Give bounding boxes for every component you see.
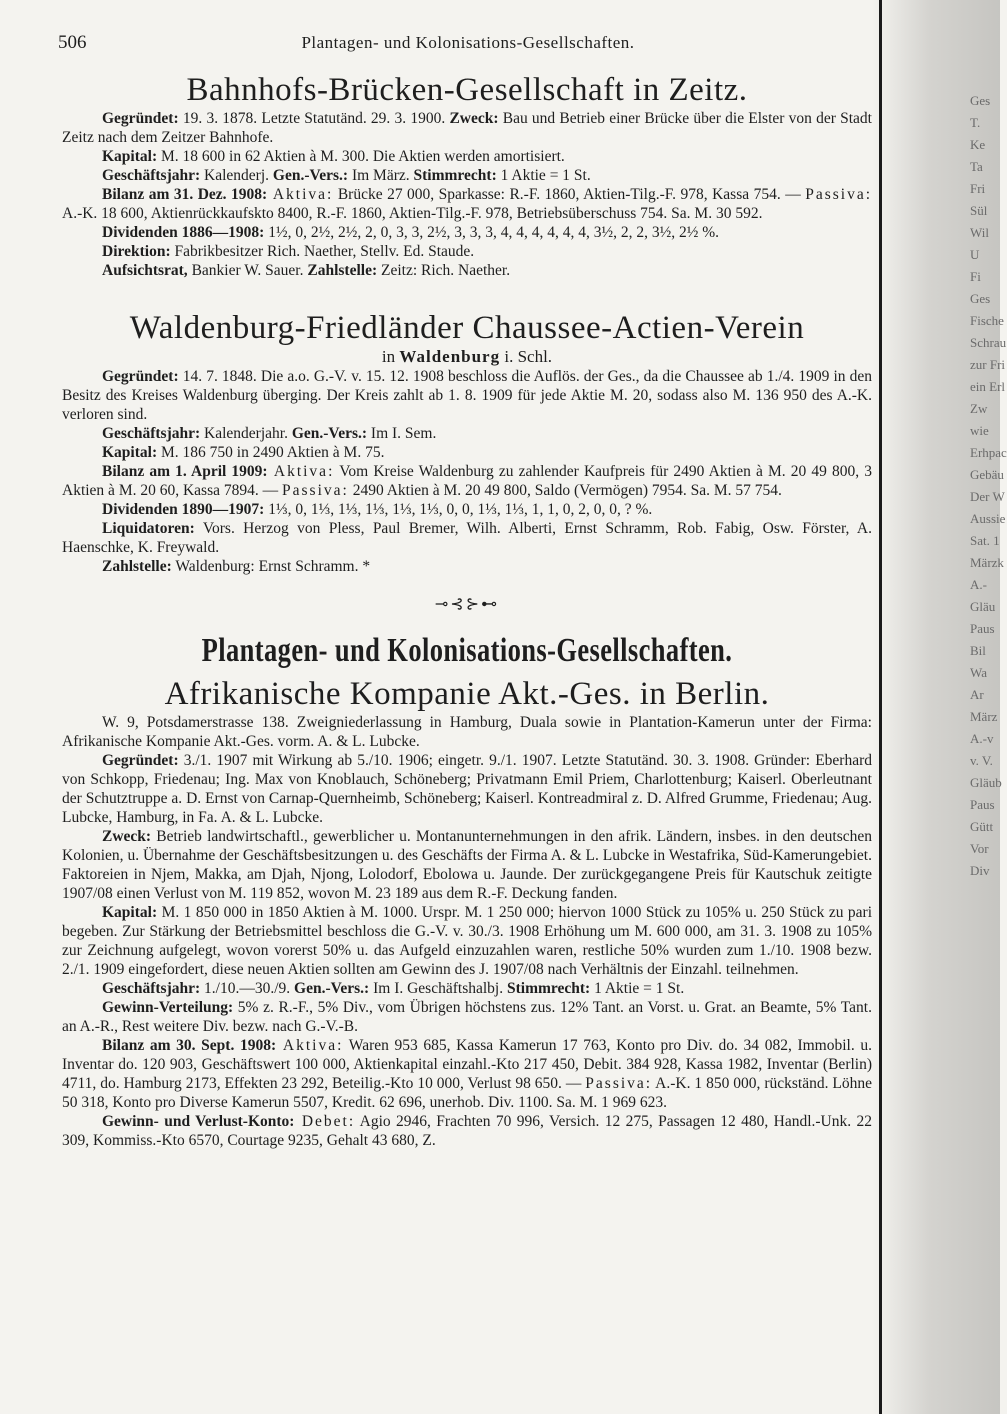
field-label: Gegründet: <box>102 110 179 127</box>
running-title: Plantagen- und Kolonisations-Gesellschaften. <box>301 33 635 52</box>
field-text: Im I. Geschäftshalbj. <box>369 980 507 997</box>
next-page-fragment: A.- <box>970 577 987 592</box>
field-label: Gegründet: <box>102 752 179 769</box>
field-text: Bau und Betrieb einer Brücke über die Elster von der Stadt Zeitz nach dem Zeitzer Bahnhofe. <box>62 110 872 146</box>
next-page-fragment: Ta <box>970 159 983 174</box>
next-page-fragment: Gläu <box>970 599 996 614</box>
entry-title: Afrikanische Kompanie Akt.-Ges. in Berlin. <box>164 676 770 712</box>
field-text: Vors. Herzog von Pless, Paul Bremer, Wilh. Alberti, Ernst Schramm, Rob. Fabig, Osw. Förster, A. Haenschke, K. Freywald. <box>62 520 872 556</box>
entry-paragraph <box>62 751 872 827</box>
entry-paragraph <box>62 147 872 166</box>
field-text: Kalenderj. <box>200 167 273 184</box>
entry-paragraph <box>62 500 872 519</box>
entry-title: Waldenburg-Friedländer Chaussee-Actien-Verein <box>129 310 805 346</box>
entry-afrikanische-kompanie <box>62 676 872 1150</box>
spaced-label: Aktiva: <box>276 1037 344 1054</box>
next-page-fragment: Ges <box>970 291 991 306</box>
field-label: Liquidatoren: <box>102 520 195 537</box>
entry-paragraph <box>62 1036 872 1112</box>
field-label: Bilanz am 1. April 1909: <box>102 463 268 480</box>
next-page-fragment: A.-v <box>970 731 994 746</box>
field-text: Fabrikbesitzer Rich. Naether, Stellv. Ed. Staude. <box>170 243 475 260</box>
entry-paragraph <box>62 998 872 1036</box>
field-text: 2490 Aktien à M. 20 49 800, Saldo (Vermögen) 7954. Sa. M. 57 754. <box>348 482 782 499</box>
field-text: Zeitz: Rich. Naether. <box>377 262 511 279</box>
next-page-fragment: Gebäu <box>970 467 1004 482</box>
next-page-fragment: Fri <box>970 181 986 196</box>
page-content <box>62 72 872 1150</box>
spaced-label: Aktiva: <box>267 186 334 203</box>
field-label: Geschäftsjahr: <box>102 167 201 184</box>
field-text: 1 Aktie = 1 St. <box>496 167 591 184</box>
field-text: A.-K. 18 600, Aktienrückkaufskto 8400, R.-F. 1860, Aktien-Tilg.-F. 978, Betriebsüberschuss 754. Sa. M. 30 592. <box>62 205 763 222</box>
next-page-fragment: Fi <box>970 269 981 284</box>
field-text: Betrieb landwirtschaftl., gewerblicher u. Montanunternehmungen in den afrik. Ländern, insbes. in den deutschen Kolonien, u. Übernahme der Geschäftsbesitzungen u. des Geschäfts der Firma A. & L. Lubcke in Westafrika, Süd-Kamerungebiet. Faktoreien in Njem, Makka, am Djah, Njong, Lolodorf, Ebolowa u. Jaunde. Der zurückgegangene Preis für Kautschuk zeitigte 1907/08 einen Verlust von M. 119 852, wovon M. 23 189 aus dem R.-F. Deckung fanden. <box>62 828 872 902</box>
ornament-divider: ⊸⊰⊱⊷ <box>434 596 500 613</box>
next-page-fragment: v. V. <box>970 753 993 768</box>
spaced-label: Passiva: <box>585 1075 653 1092</box>
field-label: Gegründet: <box>102 368 179 385</box>
entry-body <box>62 713 872 1150</box>
next-page-fragment: Schrau <box>970 335 1007 350</box>
next-page-fragment: Paus <box>970 621 995 636</box>
field-text: Kalenderjahr. <box>200 425 292 442</box>
field-label: Stimmrecht: <box>506 980 591 997</box>
field-label: Kapital: <box>102 148 158 165</box>
field-text: Waren 953 685, Kassa Kamerun 17 763, Konto pro Div. do. 34 082, Immobil. u. Inventar do. 120 903, Geschäftswert 100 000, Aktienkapital einzahl.-Kto 217 450, Debit. 384 928, Kassa 1982, Inventar (Berlin) 4711, do. Hamburg 2173, Effekten 23 292, Beteilig.-Kto 10 000, Verlust 98 650. — <box>62 1037 873 1092</box>
entry-paragraph <box>62 185 872 223</box>
entry-paragraph <box>62 903 872 979</box>
field-text: Waldenburg: Ernst Schramm. * <box>171 558 371 575</box>
field-text: M. 18 600 in 62 Aktien à M. 300. Die Aktien werden amortisiert. <box>157 148 565 165</box>
next-page-fragment: ein Erl <box>970 379 1006 394</box>
field-label: Stimmrecht: <box>413 167 497 184</box>
field-label: Zweck: <box>449 110 499 127</box>
entry-body <box>62 367 872 576</box>
entry-paragraph <box>62 367 872 424</box>
field-label: Aufsichtsrat, <box>102 262 188 279</box>
field-text: A.-K. 1 850 000, rückständ. Löhne 50 318, Konto pro Diverse Kamerun 5507, Kredit. 62 696, unerhob. Div. 1100. Sa. M. 1 969 623. <box>62 1075 872 1111</box>
field-text: Bankier W. Sauer. <box>187 262 308 279</box>
field-text: 1./10.—30./9. <box>200 980 295 997</box>
field-label: Direktion: <box>102 243 171 260</box>
field-text: 19. 3. 1878. Letzte Statutänd. 29. 3. 1900. <box>178 110 450 127</box>
next-page-fragment: Sat. 1 <box>970 533 1000 548</box>
entry-paragraph <box>62 462 872 500</box>
next-page-fragment: Märzk <box>970 555 1004 570</box>
entry-paragraph <box>62 979 872 998</box>
field-label: Gewinn- und Verlust-Konto: <box>102 1113 295 1130</box>
field-text: 5% z. R.-F., 5% Div., vom Übrigen höchstens zus. 12% Tant. an Vorst. u. Grat. an Beamte, 5% Tant. an A.-R., Rest weitere Div. bezw. nach G.-V.-B. <box>62 999 872 1035</box>
next-page-fragment: Ke <box>970 137 986 152</box>
page-number: 506 <box>58 32 87 53</box>
next-page-fragment: wie <box>970 423 989 438</box>
field-text: 14. 7. 1848. Die a.o. G.-V. v. 15. 12. 1908 beschloss die Auflös. der Ges., da die Chaussee ab 1./4. 1909 in den Besitz des Kreises Waldenburg überging. Der Kreis zahlt ab 1. 8. 1909 für jede Aktie M. 20, sodass also M. 136 950 des A.-K. verloren sind. <box>62 368 872 423</box>
next-page-fragment: Wa <box>970 665 987 680</box>
gutter-line <box>879 0 882 1414</box>
entry-title: Bahnhofs-Brücken-Gesellschaft in Zeitz. <box>186 72 748 108</box>
field-label: Gen.-Vers.: <box>272 167 349 184</box>
spaced-label: Debet: <box>294 1113 356 1130</box>
entry-paragraph <box>62 424 872 443</box>
field-text: M. 186 750 in 2490 Aktien à M. 75. <box>157 444 385 461</box>
next-page-fragment: Vor <box>970 841 989 856</box>
field-label: Geschäftsjahr: <box>102 980 201 997</box>
entry-paragraph <box>62 443 872 462</box>
next-page-fragment: Paus <box>970 797 995 812</box>
next-page-fragment: Ar <box>970 687 984 702</box>
next-page-fragment: März <box>970 709 998 724</box>
entry-paragraph <box>62 713 872 751</box>
entry-paragraph <box>62 827 872 903</box>
next-page-fragment: Der W <box>970 489 1005 504</box>
field-text: M. 1 850 000 in 1850 Aktien à M. 1000. Urspr. M. 1 250 000; hiervon 1000 Stück zu 105% u. 250 Stück zu pari begeben. Zur Stärkung der Betriebsmittel beschloss die G.-V. v. 30./3. 1908 Erhöhung um M. 600 000, am 31. 3. 1908 zu 105% zur Zeichnung aufgelegt, wovon vorerst 50% u. das Aufgeld einzuzahlen waren, restliche 50% wurden zum 1./10. 1908 bezw. 2./1. 1909 eingefordert, diese neuen Aktien sollten am Gewinn des J. 1907/08 nach Verhältnis der Einzahl. teilnehmen. <box>62 904 872 978</box>
entry-paragraph <box>62 223 872 242</box>
next-page-fragment: Bil <box>970 643 986 658</box>
field-label: Zahlstelle: <box>102 558 172 575</box>
next-page-fragment: Zw <box>970 401 988 416</box>
entry-waldenburg <box>62 310 872 576</box>
entry-paragraph <box>62 242 872 261</box>
next-page-fragment: T. <box>970 115 981 130</box>
field-label: Bilanz am 30. Sept. 1908: <box>102 1037 277 1054</box>
next-page-fragment: zur Fri <box>970 357 1006 372</box>
field-text: 1 Aktie = 1 St. <box>590 980 685 997</box>
subtitle-suffix: i. Schl. <box>500 347 553 366</box>
spaced-label: Aktiva: <box>267 463 335 480</box>
next-page-fragment: Erhpac <box>970 445 1007 460</box>
next-page-fragment: Fische <box>970 313 1004 328</box>
next-page-fragment: Ges <box>970 93 991 108</box>
next-page-fragments <box>970 90 1007 882</box>
field-label: Kapital: <box>102 444 158 461</box>
entry-bahnhofs-bruecken <box>62 72 872 280</box>
entry-paragraph <box>62 261 872 280</box>
field-text: W. 9, Potsdamerstrasse 138. Zweigniederlassung in Hamburg, Duala sowie in Plantation-Kamerun unter der Firma: Afrikanische Kompanie Akt.-Ges. vorm. A. & L. Lubcke. <box>62 714 872 750</box>
field-text: Vom Kreise Waldenburg zu zahlender Kaufpreis für 2490 Aktien à M. 20 49 800, 3 Aktien à M. 20 60, Kassa 7894. — <box>62 463 873 499</box>
field-label: Bilanz am 31. Dez. 1908: <box>102 186 268 203</box>
field-label: Gen.-Vers.: <box>294 980 370 997</box>
entry-paragraph <box>62 109 872 147</box>
entry-subtitle <box>62 347 872 367</box>
field-text: Im I. Sem. <box>367 425 437 442</box>
next-page-fragment: Sül <box>970 203 988 218</box>
next-page-fragment: Aussie <box>970 511 1006 526</box>
field-label: Kapital: <box>102 904 158 921</box>
field-text: 1⅓, 0, 1⅓, 1⅓, 1⅓, 1⅓, 1⅓, 0, 0, 1⅓, 1⅓, 1, 1, 0, 2, 0, 0, ? %. <box>264 501 653 518</box>
spaced-label: Passiva: <box>805 186 873 203</box>
entry-paragraph <box>62 557 872 576</box>
next-page-fragment: Div <box>970 863 990 878</box>
running-head <box>58 32 878 56</box>
entry-body <box>62 109 872 280</box>
field-label: Gewinn-Verteilung: <box>102 999 234 1016</box>
field-text: 3./1. 1907 mit Wirkung ab 5./10. 1906; eingetr. 9./1. 1907. Letzte Statutänd. 30. 3. 1908. Gründer: Eberhard von Schkopp, Friedenau; Ing. Max von Knoblauch, Schöneberg; Privatmann Emil Priem, Charlottenburg; Kaiserl. Oberleutnant der Schutztruppe a. D. Ernst von Carnap-Quernheimb, Schöneberg; Kaiserl. Kontreadmiral z. D. Alfred Grumme, Friedenau; Aug. Lubcke, Hamburg, in Fa. A. & L. Lubcke. <box>62 752 872 826</box>
field-label: Dividenden 1886—1908: <box>102 224 265 241</box>
field-label: Gen.-Vers.: <box>291 425 368 442</box>
spaced-label: Passiva: <box>282 482 349 499</box>
next-page-fragment: U <box>970 247 980 262</box>
entry-paragraph <box>62 166 872 185</box>
field-label: Zweck: <box>102 828 152 845</box>
field-label: Geschäftsjahr: <box>102 425 201 442</box>
entry-paragraph <box>62 519 872 557</box>
next-page-fragment: Gütt <box>970 819 994 834</box>
field-text: 1½, 0, 2½, 2½, 2, 0, 3, 3, 2½, 3, 3, 3, 4, 4, 4, 4, 4, 4, 3½, 2, 2, 3½, 2½ %. <box>264 224 720 241</box>
field-text: Brücke 27 000, Sparkasse: R.-F. 1860, Aktien-Tilg.-F. 978, Kassa 754. — <box>333 186 806 203</box>
next-page-fragment: Gläub <box>970 775 1002 790</box>
section-heading: Plantagen- und Kolonisations-Gesellschaften. <box>201 632 733 669</box>
field-label: Zahlstelle: <box>307 262 378 279</box>
subtitle-prefix: in <box>381 347 400 366</box>
field-text: Im März. <box>348 167 414 184</box>
field-text: Agio 2946, Frachten 70 996, Versich. 12 275, Passagen 12 480, Handl.-Unk. 22 309, Kommiss.-Kto 6570, Courtage 9235, Gehalt 43 680, Z. <box>62 1113 872 1149</box>
field-label: Dividenden 1890—1907: <box>102 501 265 518</box>
next-page-fragment: Wil <box>970 225 989 240</box>
subtitle-place: Waldenburg <box>399 347 501 366</box>
entry-paragraph <box>62 1112 872 1150</box>
